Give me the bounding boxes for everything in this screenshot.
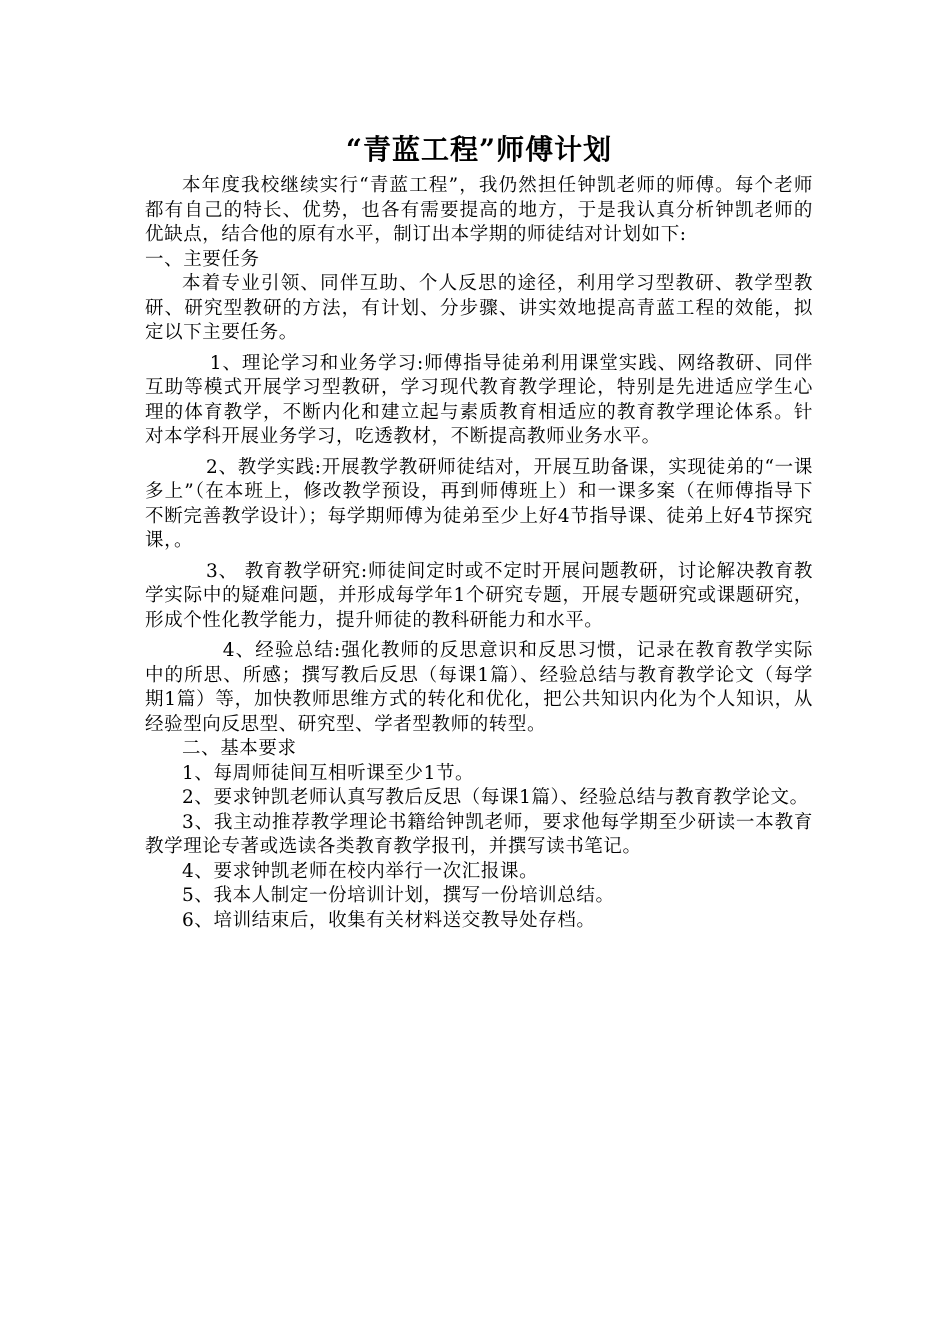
requirement-item-6: 6、培训结束后，收集有关材料送交教导处存档。	[182, 909, 596, 931]
task-item-research: 3、 教育教学研究:师徒间定时或不定时开展问题教研，讨论解决教育教学实际中的疑难问题，并形成每学年1个研究专题，开展专题研究或课题研究，形成个性化教学能力，提升师徒的教科研能力和水平。	[145, 560, 813, 631]
requirement-item-3: 3、我主动推荐教学理论书籍给钟凯老师，要求他每学期至少研读一本教育教学理论专著或选读各类教育教学报刊，并撰写读书笔记。	[145, 811, 813, 857]
task-item-experience-summary: 4、经验总结:强化教师的反思意识和反思习惯，记录在教育教学实际中的所思、所感；撰写教后反思（每课1篇）、经验总结与教育教学论文（每学期1篇）等，加快教师思维方式的转化和优化，把公共知识内化为个人知识，从经验型向反思型、研究型、学者型教师的转型。	[145, 640, 813, 735]
task-item-teaching-practice: 2、教学实践:开展教学教研师徒结对，开展互助备课，实现徒弟的“一课多上”（在本班上，修改教学预设，再到师傅班上）和一课多案（在师傅指导下不断完善教学设计）；每学期师傅为徒弟至少上好4节指导课、徒弟上好4节探究课，。	[145, 456, 813, 551]
document-title: “青蓝工程”师傅计划	[345, 133, 613, 166]
section-heading-basic-requirements: 二、基本要求	[182, 738, 297, 759]
requirement-item-1: 1、每周师徒间互相听课至少1节。	[182, 762, 475, 784]
requirement-item-5: 5、我本人制定一份培训计划，撰写一份培训总结。	[182, 885, 615, 906]
section-heading-main-tasks: 一、主要任务	[145, 248, 260, 270]
task-item-theory-study: 1、理论学习和业务学习:师傅指导徒弟利用课堂实践、网络教研、同伴互助等模式开展学习型教研，学习现代教育教学理论，特别是先进适应学生心理的体育教学，不断内化和建立起与素质教育相适应的教育教学理论体系。针对本学科开展业务学习，吃透教材，不断提高教师业务水平。	[145, 352, 813, 447]
intro-paragraph: 本年度我校继续实行“青蓝工程”，我仍然担任钟凯老师的师傅。每个老师都有自己的特长、优势，也各有需要提高的地方，于是我认真分析钟凯老师的优缺点，结合他的原有水平，制订出本学期的师徒结对计划如下:	[145, 175, 813, 245]
main-tasks-paragraph: 本着专业引领、同伴互助、个人反思的途径，利用学习型教研、教学型教研、研究型教研的方法，有计划、分步骤、讲实效地提高青蓝工程的效能，拟定以下主要任务。	[145, 273, 813, 343]
requirement-item-2: 2、要求钟凯老师认真写教后反思（每课1篇）、经验总结与教育教学论文。	[182, 787, 809, 808]
requirement-item-4: 4、要求钟凯老师在校内举行一次汇报课。	[182, 860, 539, 882]
document-body	[145, 128, 813, 933]
